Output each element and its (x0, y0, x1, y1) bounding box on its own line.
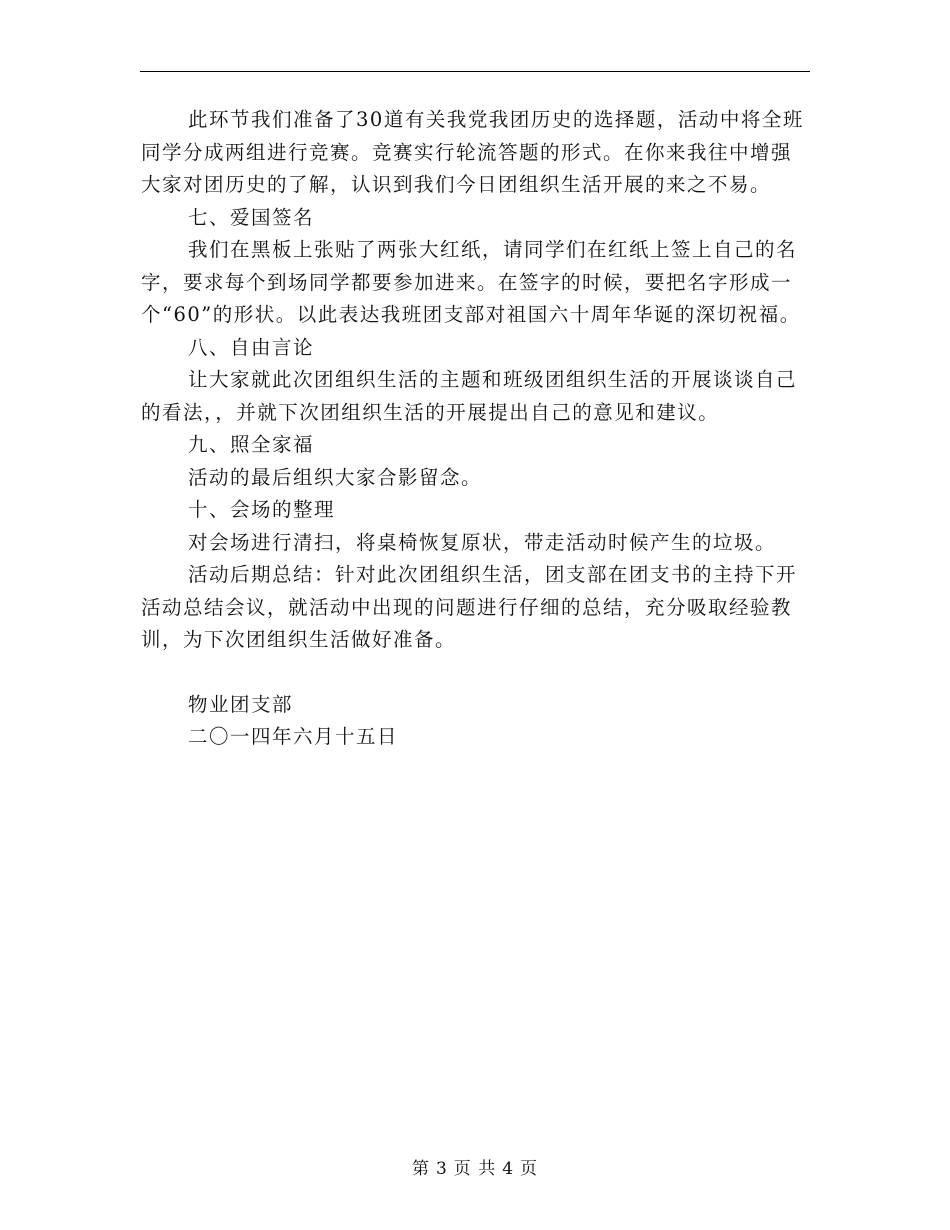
header-rule (140, 71, 810, 72)
section-heading-signing: 七、爱国签名 (188, 205, 315, 229)
spacer (141, 657, 809, 689)
section-heading-venue-cleanup: 十、会场的整理 (188, 498, 336, 521)
section-heading-free-speech: 八、自由言论 (188, 335, 315, 359)
footer-total-pages: 4 (502, 1159, 515, 1179)
paragraph-summary: 活动后期总结：针对此次团组织生活，团支部在团支书的主持下开活动总结会议，就活动中出现的问题进行仔细的总结，充分吸取经验教训，为下次团组织生活做好准备。 (141, 563, 798, 651)
footer-prefix: 第 (411, 1159, 430, 1179)
paragraph-free-speech: 让大家就此次团组织生活的主题和班级团组织生活的开展谈谈自己的看法，，并就下次团组织生活的开展提出自己的意见和建议。 (141, 368, 798, 424)
paragraph-group-photo: 活动的最后组织大家合影留念。 (188, 465, 483, 489)
footer-suffix: 页 (520, 1159, 539, 1179)
footer-middle: 页 共 (453, 1159, 497, 1179)
footer-page-number: 3 (435, 1159, 448, 1179)
document-body (141, 104, 809, 754)
paragraph-signing: 我们在黑板上张贴了两张大红纸，请同学们在红纸上签上自己的名字，要求每个到场同学都要参加进来。在签字的时候，要把名字形成一个“60”的形状。以此表达我班团支部对祖国六十周年华诞的深切祝福。 (141, 238, 801, 326)
signature-date: 二〇一四年六月十五日 (188, 725, 399, 748)
paragraph-venue-cleanup: 对会场进行清扫，将桌椅恢复原状，带走活动时候产生的垃圾。 (188, 530, 777, 554)
signature-organization: 物业团支部 (188, 692, 294, 716)
page-footer (0, 1154, 950, 1179)
section-heading-group-photo: 九、照全家福 (188, 433, 315, 456)
paragraph-quiz: 此环节我们准备了30道有关我党我团历史的选择题，活动中将全班同学分成两组进行竞赛。竞赛实行轮流答题的形式。在你来我往中增强大家对团历史的了解，认识到我们今日团组织生活开展的来之不易。 (141, 108, 804, 196)
